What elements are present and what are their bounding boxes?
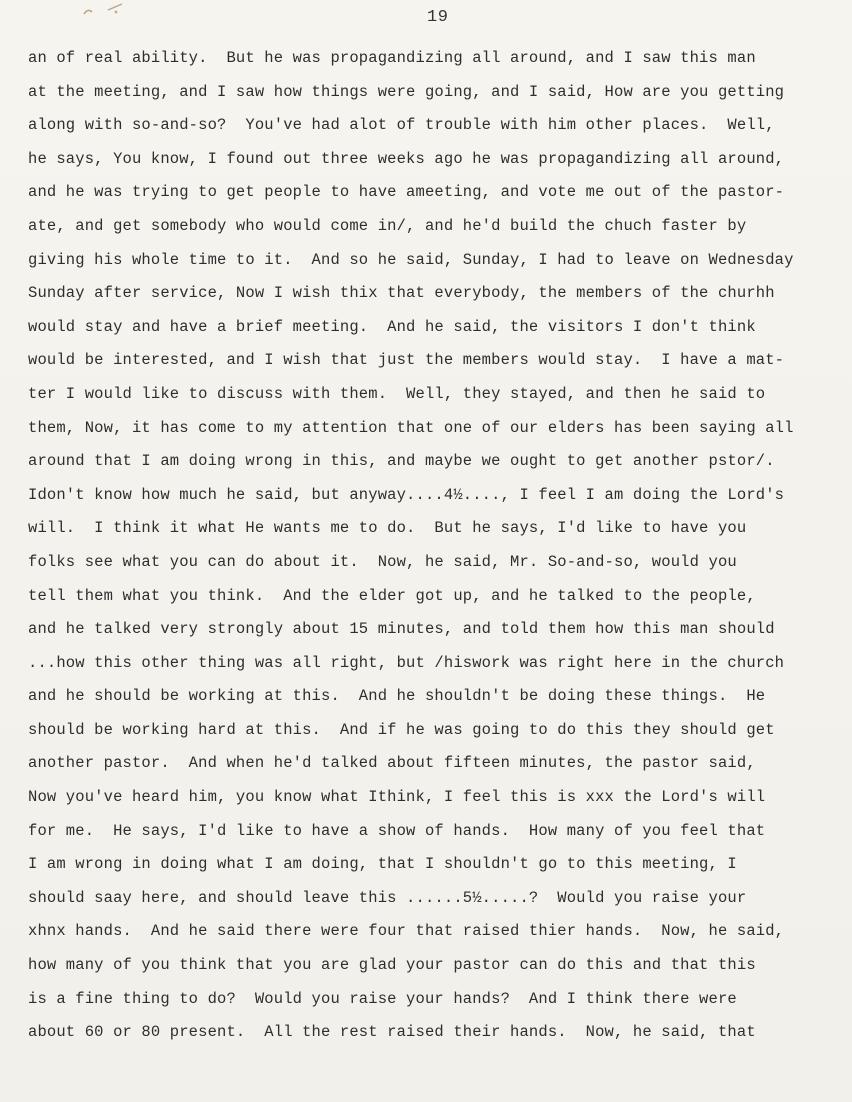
corner-smudge-icon — [82, 2, 130, 18]
text-line: ter I would like to discuss with them. Well, they stayed, and then he said to — [28, 384, 766, 403]
text-line: Now you've heard him, you know what Ithink, I feel this is xxx the Lord's will — [28, 788, 766, 807]
text-line: tell them what you think. And the elder got up, and he talked to the people, — [28, 586, 756, 605]
text-line: will. I think it what He wants me to do. But he says, I'd like to have you — [28, 519, 747, 538]
text-line: for me. He says, I'd like to have a show of hands. How many of you feel that — [28, 821, 766, 840]
text-line: would be interested, and I wish that just the members would stay. I have a mat- — [28, 351, 785, 370]
text-line: is a fine thing to do? Would you raise your hands? And I think there were — [28, 989, 737, 1008]
text-line: another pastor. And when he'd talked about fifteen minutes, the pastor said, — [28, 754, 756, 773]
text-line: giving his whole time to it. And so he said, Sunday, I had to leave on Wednesday — [28, 250, 794, 269]
text-line: folks see what you can do about it. Now, he said, Mr. So-and-so, would you — [28, 552, 737, 571]
text-line: should be working hard at this. And if he was going to do this they should get — [28, 720, 775, 739]
text-line: I am wrong in doing what I am doing, that I shouldn't go to this meeting, I — [28, 855, 737, 874]
text-line: he says, You know, I found out three weeks ago he was propagandizing all around, — [28, 149, 785, 168]
text-line: and he talked very strongly about 15 minutes, and told them how this man should — [28, 620, 775, 639]
text-line: xhnx hands. And he said there were four that raised thier hands. Now, he said, — [28, 922, 785, 941]
text-line: them, Now, it has come to my attention that one of our elders has been saying all — [28, 418, 794, 437]
text-line: and he was trying to get people to have ameeting, and vote me out of the pastor- — [28, 183, 785, 202]
text-line: at the meeting, and I saw how things were going, and I said, How are you getting — [28, 82, 785, 101]
text-line: ate, and get somebody who would come in/, and he'd build the chuch faster by — [28, 216, 747, 235]
text-line: ...how this other thing was all right, but /hiswork was right here in the church — [28, 653, 785, 672]
text-line: around that I am doing wrong in this, and maybe we ought to get another pstor/. — [28, 452, 775, 471]
text-line: Idon't know how much he said, but anyway....4½...., I feel I am doing the Lord's — [28, 485, 785, 504]
typed-text-body — [28, 42, 844, 1050]
text-line: and he should be working at this. And he shouldn't be doing these things. He — [28, 687, 766, 706]
text-line: about 60 or 80 present. All the rest raised their hands. Now, he said, that — [28, 1023, 756, 1042]
page-number: 19 — [427, 8, 449, 27]
text-line: should saay here, and should leave this ......5½.....? Would you raise your — [28, 888, 747, 907]
text-line: would stay and have a brief meeting. And he said, the visitors I don't think — [28, 317, 756, 336]
text-line: along with so-and-so? You've had alot of trouble with him other places. Well, — [28, 116, 775, 135]
text-line: an of real ability. But he was propagandizing all around, and I saw this man — [28, 49, 756, 67]
text-line: Sunday after service, Now I wish thix that everybody, the members of the churhh — [28, 284, 775, 303]
text-line: how many of you think that you are glad your pastor can do this and that this — [28, 956, 756, 975]
